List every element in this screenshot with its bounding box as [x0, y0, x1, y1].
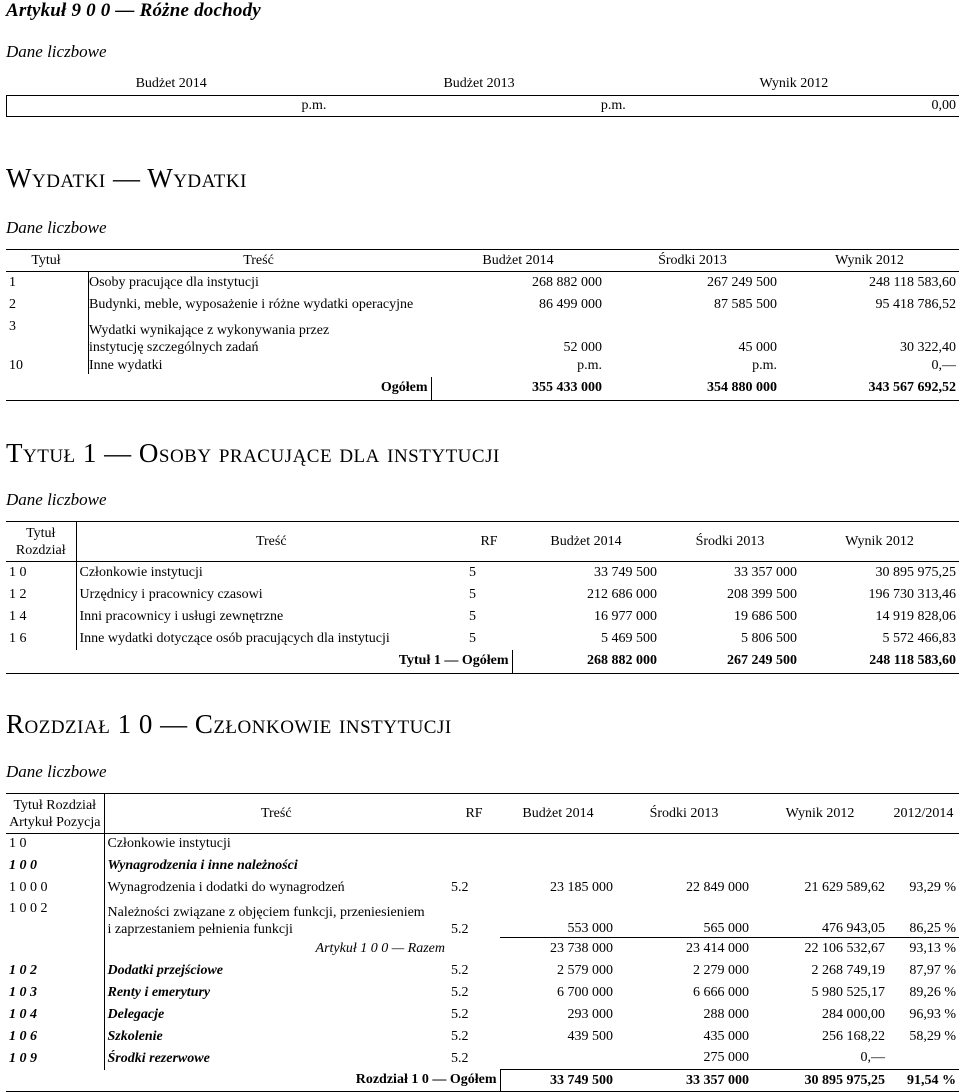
row-code: 1 — [9, 274, 16, 290]
row-value: 52 000 — [563, 339, 602, 355]
row-rf: 5 — [469, 564, 476, 580]
row-value: 0,— — [931, 358, 956, 373]
row-text: Renty i emerytury — [107, 984, 211, 1000]
row-code: 1 0 — [6, 562, 76, 584]
table-row — [6, 628, 959, 650]
rozdzial10-header: Treść — [104, 794, 448, 834]
row-text: Dodatki przejściowe — [107, 962, 223, 978]
table-row — [6, 1048, 959, 1070]
total-label: Tytuł 1 — Ogółem — [76, 650, 512, 674]
rozdzial10-header: RF — [448, 794, 500, 834]
tytul1-header: RF — [466, 522, 512, 562]
rozdzial10-header: 2012/2014 — [888, 794, 959, 834]
article-title: Artykuł 9 0 0 — Różne dochody — [6, 0, 261, 21]
row-rf: 5.2 — [451, 1006, 469, 1022]
row-value: 95 418 786,52 — [875, 296, 956, 312]
rozdzial10-header: Wynik 2012 — [752, 794, 888, 834]
article-header: Budżet 2014 — [135, 75, 207, 91]
row-rf: 5 — [469, 630, 476, 646]
subtotal-value: 23 414 000 — [616, 938, 752, 960]
row-value: 33 357 000 — [734, 564, 797, 580]
row-value: 6 700 000 — [557, 984, 613, 1000]
total-value: 248 118 583,60 — [800, 650, 959, 674]
row-value: 30 895 975,25 — [875, 564, 956, 580]
row-code: 1 0 0 0 — [6, 877, 104, 899]
row-value: 87 585 500 — [714, 296, 777, 312]
table-row — [6, 855, 959, 877]
row-value: 435 000 — [703, 1028, 749, 1044]
rozdzial10-table — [6, 793, 959, 1092]
table-row — [6, 1004, 959, 1026]
row-value: 21 629 589,62 — [804, 879, 885, 895]
tytul1-header: Tytuł — [26, 525, 56, 541]
table-row — [6, 294, 959, 316]
row-value: 439 500 — [567, 1028, 613, 1044]
rozdzial10-subtitle: Dane liczbowe — [6, 762, 107, 781]
table-row — [6, 960, 959, 982]
rozdzial10-header: Budżet 2014 — [500, 794, 616, 834]
article-value: p.m. — [13, 95, 329, 116]
row-text: Wydatki wynikające z wykonywania przez instytucję szczególnych zadań — [89, 322, 330, 355]
row-rf: 5.2 — [451, 1028, 469, 1044]
row-code: 1 0 0 2 — [6, 899, 104, 938]
row-text: Wynagrodzenia i dodatki do wynagrodzeń — [107, 879, 345, 895]
row-value — [500, 1048, 616, 1070]
row-value: 288 000 — [703, 1006, 749, 1022]
row-value: 196 730 313,46 — [868, 586, 956, 602]
row-value: p.m. — [752, 358, 777, 373]
row-code: 1 6 — [6, 628, 76, 650]
tytul1-header: Wynik 2012 — [800, 522, 959, 562]
table-row — [6, 584, 959, 606]
row-pct: 86,25 % — [909, 921, 956, 936]
table-row — [6, 834, 959, 855]
row-text: Osoby pracujące dla instytucji — [89, 274, 259, 290]
row-value: 2 268 749,19 — [811, 962, 885, 978]
total-value: 33 749 500 — [500, 1070, 616, 1092]
row-value: 553 000 — [567, 921, 613, 936]
wydatki-table — [6, 249, 959, 401]
total-label: Rozdział 1 0 — Ogółem — [104, 1070, 500, 1092]
row-value: 268 882 000 — [532, 274, 602, 290]
row-value: 19 686 500 — [734, 608, 797, 624]
row-text: Inne wydatki dotyczące osób pracujących dla instytucji — [79, 630, 390, 646]
tytul1-header: Budżet 2014 — [512, 522, 660, 562]
tytul1-header: Rozdział — [15, 542, 66, 558]
table-row — [6, 272, 959, 294]
table-row — [6, 356, 959, 377]
row-text: Członkowie instytucji — [79, 564, 203, 580]
table-row — [6, 899, 959, 938]
row-value: 284 000,00 — [822, 1006, 885, 1022]
table-row — [6, 877, 959, 899]
row-value: 6 666 000 — [693, 984, 749, 1000]
tytul1-table — [6, 521, 959, 674]
rozdzial10-header: Tytuł Rozdział — [13, 797, 97, 813]
rozdzial10-header: Środki 2013 — [616, 794, 752, 834]
total-row — [6, 650, 959, 674]
row-value: 5 980 525,17 — [811, 984, 885, 1000]
row-value: 256 168,22 — [822, 1028, 885, 1044]
row-code: 3 — [9, 318, 16, 334]
article-header: Budżet 2013 — [443, 75, 515, 91]
table-row — [6, 606, 959, 628]
row-rf: 5.2 — [451, 962, 469, 978]
row-pct: 87,97 % — [909, 962, 956, 978]
row-text: Urzędnicy i pracownicy czasowi — [79, 586, 263, 602]
row-rf: 5.2 — [451, 879, 469, 895]
row-value: 293 000 — [567, 1006, 613, 1022]
subtotal-value: 22 106 532,67 — [752, 938, 888, 960]
total-pct: 91,54 % — [888, 1070, 959, 1092]
rozdzial10-title: Rozdział 1 0 — Członkowie instytucji — [6, 709, 452, 739]
row-code: 1 0 — [6, 834, 104, 855]
total-value: 354 880 000 — [605, 377, 780, 401]
row-value: 30 322,40 — [900, 339, 956, 355]
total-row — [6, 377, 959, 401]
row-rf: 5.2 — [451, 921, 469, 937]
row-pct: 93,29 % — [909, 879, 956, 895]
article-table — [6, 73, 959, 117]
row-rf: 5.2 — [451, 1050, 469, 1066]
total-value: 267 249 500 — [660, 650, 800, 674]
table-row — [6, 562, 959, 584]
tytul1-title: Tytuł 1 — Osoby pracujące dla instytucji — [6, 438, 500, 468]
row-value: 0,— — [860, 1050, 885, 1066]
row-text: Wynagrodzenia i inne należności — [107, 857, 298, 873]
row-code: 1 2 — [6, 584, 76, 606]
total-value: 33 357 000 — [616, 1070, 752, 1092]
row-code: 10 — [9, 358, 23, 373]
tytul1-header: Treść — [76, 522, 466, 562]
total-value: 30 895 975,25 — [752, 1070, 888, 1092]
row-code: 2 — [9, 296, 16, 312]
row-code: 1 4 — [6, 606, 76, 628]
row-value: 208 399 500 — [727, 586, 797, 602]
rozdzial10-header: Artykuł Pozycja — [9, 814, 101, 830]
row-value: 23 185 000 — [550, 879, 613, 895]
wydatki-header: Budżet 2014 — [431, 250, 605, 272]
subtotal-row — [6, 938, 959, 960]
row-text: Budynki, meble, wyposażenie i różne wydatki operacyjne — [89, 296, 414, 312]
total-label: Ogółem — [86, 377, 431, 401]
row-value: p.m. — [577, 358, 602, 373]
total-value: 268 882 000 — [512, 650, 660, 674]
wydatki-header: Środki 2013 — [605, 250, 780, 272]
row-value: 275 000 — [703, 1050, 749, 1066]
row-text: Środki rezerwowe — [107, 1050, 210, 1066]
row-value: 267 249 500 — [707, 274, 777, 290]
row-value: 2 579 000 — [557, 962, 613, 978]
total-value: 343 567 692,52 — [780, 377, 959, 401]
row-value: 2 279 000 — [693, 962, 749, 978]
row-code: 1 0 2 — [6, 960, 104, 982]
row-value: 14 919 828,06 — [875, 608, 956, 624]
subtotal-label: Artykuł 1 0 0 — Razem — [315, 940, 445, 956]
row-pct — [888, 1048, 959, 1070]
wydatki-header: Treść — [86, 250, 431, 272]
row-value: 212 686 000 — [587, 586, 657, 602]
row-code: 1 0 9 — [6, 1048, 104, 1070]
row-value: 22 849 000 — [686, 879, 749, 895]
row-rf: 5.2 — [451, 984, 469, 1000]
column-divider — [88, 271, 89, 374]
row-value: 45 000 — [738, 339, 777, 355]
table-row — [6, 982, 959, 1004]
row-value: 476 943,05 — [822, 921, 885, 936]
row-value: 33 749 500 — [594, 564, 657, 580]
row-rf: 5 — [469, 608, 476, 624]
row-pct: 58,29 % — [909, 1028, 956, 1044]
row-pct: 89,26 % — [909, 984, 956, 1000]
row-code: 1 0 3 — [6, 982, 104, 1004]
row-pct: 96,93 % — [909, 1006, 956, 1022]
subtotal-pct: 93,13 % — [888, 938, 959, 960]
article-value: p.m. — [329, 95, 628, 116]
row-value: 5 806 500 — [741, 630, 797, 646]
row-text: Członkowie instytucji — [107, 836, 231, 852]
tytul1-header: Środki 2013 — [660, 522, 800, 562]
row-code: 1 0 4 — [6, 1004, 104, 1026]
tytul1-subtitle: Dane liczbowe — [6, 490, 107, 509]
row-text: Należności związane z objęciem funkcji, przeniesieniem i zaprzestaniem pełnienia funkcji — [107, 904, 425, 937]
wydatki-header: Tytuł — [6, 250, 86, 272]
row-value: 565 000 — [703, 921, 749, 936]
wydatki-subtitle: Dane liczbowe — [6, 218, 107, 237]
total-row — [6, 1070, 959, 1092]
row-value: 16 977 000 — [594, 608, 657, 624]
row-value: 86 499 000 — [539, 296, 602, 312]
row-text: Szkolenie — [107, 1028, 163, 1044]
wydatki-header: Wynik 2012 — [780, 250, 959, 272]
row-value: 5 572 466,83 — [882, 630, 956, 646]
subtotal-value: 23 738 000 — [500, 938, 616, 960]
row-text: Inni pracownicy i usługi zewnętrzne — [79, 608, 284, 624]
row-rf: 5 — [469, 586, 476, 602]
table-row — [6, 1026, 959, 1048]
row-code: 1 0 0 — [6, 855, 104, 877]
row-value: 248 118 583,60 — [869, 274, 956, 290]
row-code: 1 0 6 — [6, 1026, 104, 1048]
article-value: 0,00 — [629, 95, 959, 116]
row-text: Delegacje — [107, 1006, 165, 1022]
article-subtitle: Dane liczbowe — [6, 42, 107, 61]
row-text: Inne wydatki — [89, 358, 163, 373]
table-row — [6, 316, 959, 356]
total-value: 355 433 000 — [431, 377, 605, 401]
row-value: 5 469 500 — [601, 630, 657, 646]
wydatki-title: Wydatki — Wydatki — [6, 163, 247, 193]
article-header: Wynik 2012 — [759, 75, 829, 91]
